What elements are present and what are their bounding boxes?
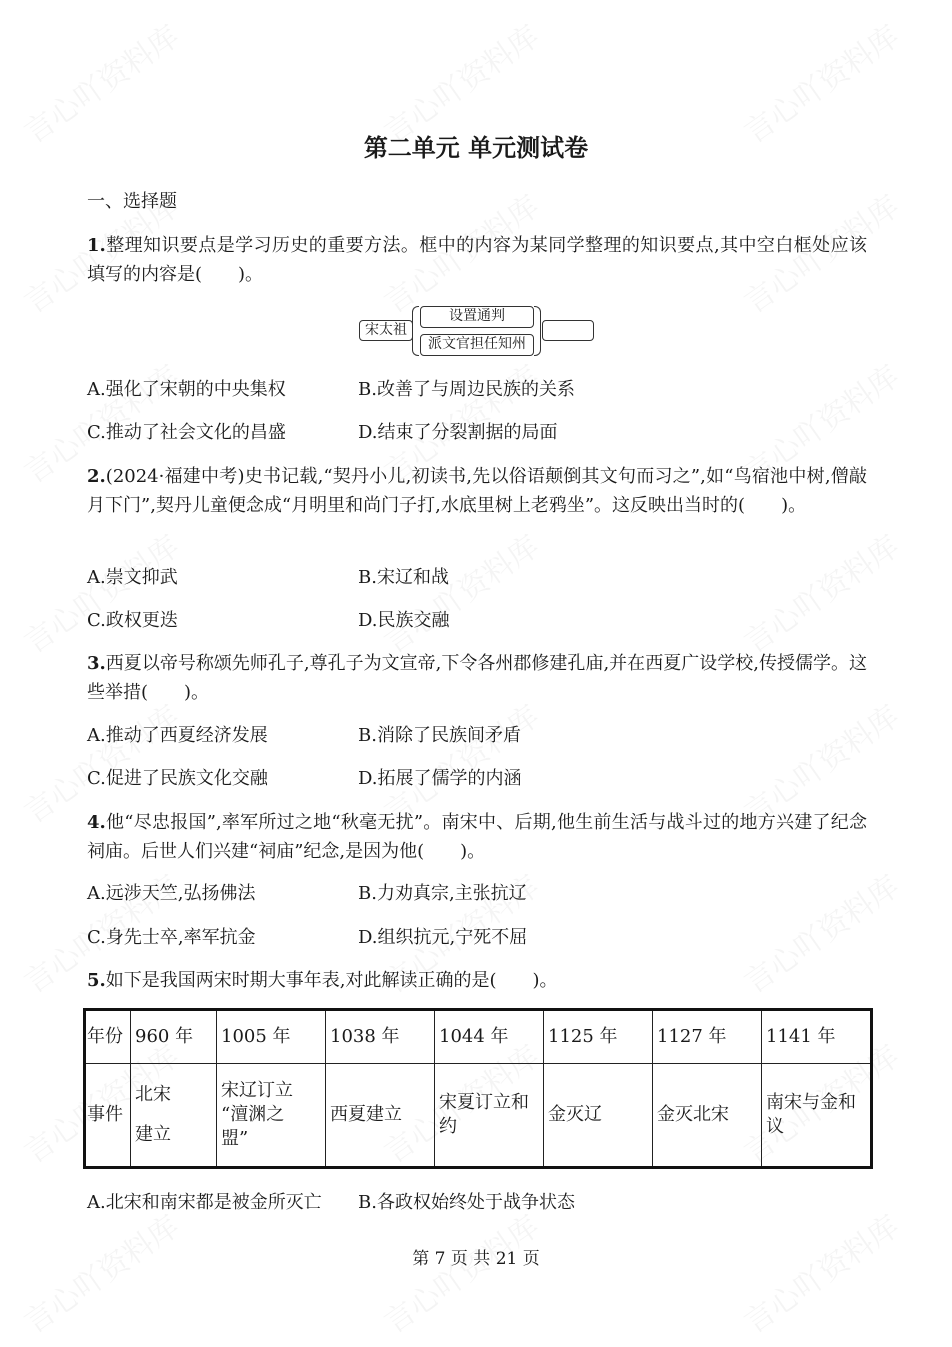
- page-footer: 第 7 页 共 21 页: [412, 1249, 540, 1269]
- year-cell: 1044 年: [435, 1010, 544, 1064]
- watermark: [14, 522, 187, 661]
- section-heading: 一、选择题: [87, 191, 177, 212]
- watermark: [374, 1202, 547, 1341]
- year-cell: 1125 年: [544, 1010, 653, 1064]
- right-brace: [534, 306, 541, 356]
- option-b[interactable]: B.宋辽和战: [358, 567, 449, 588]
- watermark: [14, 1202, 187, 1341]
- diagram-box-bottom: 派文官担任知州: [420, 334, 534, 356]
- question-number: 4.: [87, 812, 106, 833]
- option-c[interactable]: C.政权更迭: [87, 610, 178, 631]
- question-text: 他“尽忠报国”,率军所过之地“秋毫无扰”。南宋中、后期,他生前生活与战斗过的地方兴建了纪念祠庙。后世人们兴建“祠庙”纪念,是因为他( )。: [87, 812, 867, 862]
- page-title: 第二单元 单元测试卷: [363, 133, 589, 162]
- watermark: [734, 1202, 907, 1341]
- event-cell: 西夏建立: [326, 1064, 435, 1168]
- option-c[interactable]: C.推动了社会文化的昌盛: [87, 422, 286, 443]
- question-3: [87, 649, 867, 707]
- option-b[interactable]: B.各政权始终处于战争状态: [358, 1192, 575, 1213]
- option-d[interactable]: D.组织抗元,宁死不屈: [358, 927, 528, 948]
- diagram-box-left: 宋太祖: [359, 320, 413, 341]
- option-a[interactable]: A.强化了宋朝的中央集权: [87, 379, 286, 400]
- year-cell: 960 年: [131, 1010, 217, 1064]
- event-cell: 宋辽订立 “澶渊之 盟”: [217, 1064, 326, 1168]
- option-c[interactable]: C.促进了民族文化交融: [87, 768, 268, 789]
- option-a[interactable]: A.远涉天竺,弘扬佛法: [87, 883, 256, 904]
- diagram-box-top: 设置通判: [420, 306, 534, 328]
- event-cell: 北宋 建立: [131, 1064, 217, 1168]
- event-cell: 宋夏订立和约: [435, 1064, 544, 1168]
- question-1: [87, 231, 867, 289]
- diagram-blank-box: [542, 320, 594, 341]
- option-a[interactable]: A.推动了西夏经济发展: [87, 725, 268, 746]
- event-cell: 南宋与金和议: [762, 1064, 872, 1168]
- watermark: [734, 522, 907, 661]
- question-text: 如下是我国两宋时期大事年表,对此解读正确的是( )。: [105, 970, 558, 991]
- left-brace: [412, 306, 419, 356]
- year-cell: 1038 年: [326, 1010, 435, 1064]
- option-b[interactable]: B.消除了民族间矛盾: [358, 725, 521, 746]
- option-d[interactable]: D.民族交融: [358, 610, 450, 631]
- question-text: (2024·福建中考)史书记载,“契丹小儿,初读书,先以俗语颠倒其文句而习之”,如“鸟宿池中树,僧敲月下门”,契丹儿童便念成“月明里和尚门子打,水底里树上老鸦坐”。这反映出当时的( )。: [87, 466, 867, 516]
- option-c[interactable]: C.身先士卒,率军抗金: [87, 927, 256, 948]
- option-b[interactable]: B.改善了与周边民族的关系: [358, 379, 575, 400]
- year-cell: 1141 年: [762, 1010, 872, 1064]
- question-2: [87, 462, 867, 520]
- table-row-events: [85, 1064, 872, 1168]
- row-header: 年份: [85, 1010, 131, 1064]
- question-text: 整理知识要点是学习历史的重要方法。框中的内容为某同学整理的知识要点,其中空白框处应该填写的内容是( )。: [87, 235, 867, 285]
- event-cell: 金灭北宋: [653, 1064, 762, 1168]
- year-cell: 1005 年: [217, 1010, 326, 1064]
- question-5: [87, 966, 867, 995]
- option-d[interactable]: D.拓展了儒学的内涵: [358, 768, 522, 789]
- row-header: 事件: [85, 1064, 131, 1168]
- event-cell: 金灭辽: [544, 1064, 653, 1168]
- option-d[interactable]: D.结束了分裂割据的局面: [358, 422, 558, 443]
- question-number: 3.: [87, 653, 106, 674]
- watermark: [374, 522, 547, 661]
- table-row-years: [85, 1010, 872, 1064]
- option-a[interactable]: A.崇文抑武: [87, 567, 178, 588]
- question-number: 5.: [87, 970, 106, 991]
- question-number: 2.: [87, 466, 106, 487]
- option-b[interactable]: B.力劝真宗,主张抗辽: [358, 883, 527, 904]
- option-a[interactable]: A.北宋和南宋都是被金所灭亡: [87, 1192, 322, 1213]
- chronology-table: [83, 1008, 873, 1169]
- question-number: 1.: [87, 235, 106, 256]
- year-cell: 1127 年: [653, 1010, 762, 1064]
- question-text: 西夏以帝号称颂先师孔子,尊孔子为文宣帝,下令各州郡修建孔庙,并在西夏广设学校,传授儒学。这些举措( )。: [87, 653, 867, 703]
- question-4: [87, 808, 867, 866]
